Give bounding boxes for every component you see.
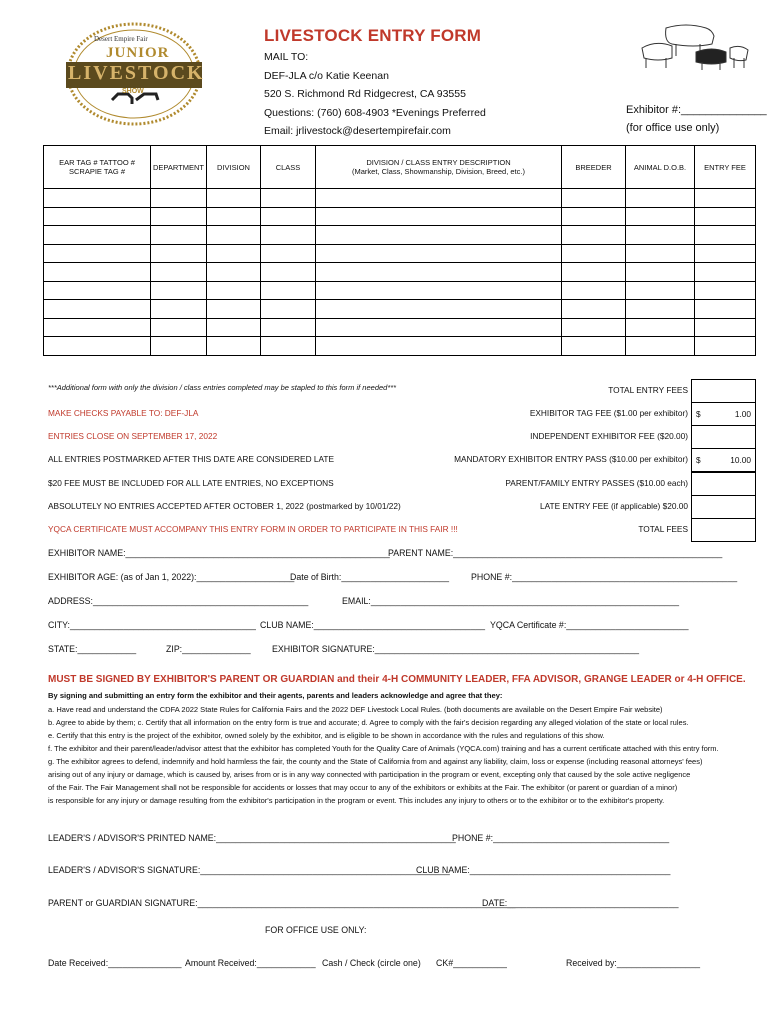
- entry-cell[interactable]: [207, 226, 261, 245]
- club-name-field[interactable]: CLUB NAME:___________________________________: [260, 620, 486, 630]
- table-header-cell: DIVISION / CLASS ENTRY DESCRIPTION (Market, Class, Showmanship, Division, Breed, etc.): [316, 146, 562, 189]
- table-row: [44, 207, 756, 226]
- table-header-cell: ENTRY FEE: [695, 146, 756, 189]
- entry-cell[interactable]: [151, 263, 207, 282]
- table-header-cell: DIVISION: [207, 146, 261, 189]
- entry-cell[interactable]: [626, 300, 695, 319]
- table-row: [44, 263, 756, 282]
- fee-label: EXHIBITOR TAG FEE ($1.00 per exhibitor): [529, 408, 688, 418]
- fee-amount-box[interactable]: [691, 472, 756, 496]
- fee-note-text: ABSOLUTELY NO ENTRIES ACCEPTED AFTER OCTOBER 1, 2022 (postmarked by 10/01/22): [48, 501, 401, 511]
- terms-line: a. Have read and understand the CDFA 2022 State Rules for California Fairs and the 2022 DEF Livestock Local Rules. (both documents are available on the Desert Empire Fair website): [48, 705, 663, 714]
- fee-amount-box[interactable]: [691, 448, 756, 472]
- dollar-sign: $: [696, 455, 701, 465]
- entry-cell[interactable]: [316, 300, 562, 319]
- entry-cell[interactable]: [562, 263, 626, 282]
- entry-cell[interactable]: [44, 207, 151, 226]
- entry-cell[interactable]: [695, 207, 756, 226]
- entry-cell[interactable]: [151, 337, 207, 356]
- fee-amount: 1.00: [734, 409, 751, 419]
- fee-label: LATE ENTRY FEE (if applicable) $20.00: [539, 501, 688, 511]
- entry-cell[interactable]: [695, 263, 756, 282]
- fee-note-text: MAKE CHECKS PAYABLE TO: DEF-JLA: [48, 408, 199, 418]
- additional-form-note: ***Additional form with only the division / class entries completed may be stapled to this form if needed***: [48, 383, 397, 392]
- mail-address-line2: 520 S. Richmond Rd Ridgecrest, CA 93555: [264, 88, 466, 100]
- entry-cell[interactable]: [562, 207, 626, 226]
- logo-livestock-text: LIVESTOCK: [68, 62, 205, 84]
- entry-cell[interactable]: [695, 318, 756, 337]
- entry-cell[interactable]: [261, 318, 316, 337]
- cash-check-option[interactable]: Cash / Check (circle one): [322, 958, 421, 968]
- entry-cell[interactable]: [626, 207, 695, 226]
- entry-cell[interactable]: [316, 244, 562, 263]
- terms-line: b. Agree to abide by them; c. Certify that all information on the entry form is true and accurate; d. Agree to comply with the fair's decision regarding any alleged violation of the state or local rules.: [48, 718, 689, 727]
- entry-cell[interactable]: [695, 337, 756, 356]
- terms-line: is responsible for any injury or damage resulting from the exhibitor's participation in the program or event. This includes any injury to others or to the exhibitor or to the exhibitor's property.: [48, 796, 665, 805]
- entry-table: [43, 145, 756, 356]
- entry-cell[interactable]: [626, 244, 695, 263]
- entry-cell[interactable]: [626, 263, 695, 282]
- exhibitor-age-field[interactable]: EXHIBITOR AGE: (as of Jan 1, 2022):____________________: [48, 572, 295, 582]
- entry-cell[interactable]: [261, 226, 316, 245]
- entry-cell[interactable]: [207, 244, 261, 263]
- questions-line: Questions: (760) 608-4903 *Evenings Preferred: [264, 106, 486, 119]
- entry-cell[interactable]: [626, 318, 695, 337]
- logo-junior-text: JUNIOR: [106, 45, 170, 61]
- signature-date-field[interactable]: DATE:___________________________________: [482, 898, 679, 908]
- mailing-block: [264, 48, 486, 141]
- entry-cell[interactable]: [151, 281, 207, 300]
- entry-cell[interactable]: [44, 226, 151, 245]
- leader-printed-name-field[interactable]: LEADER'S / ADVISOR'S PRINTED NAME:_________________________________________________: [48, 833, 456, 843]
- leader-club-name-field[interactable]: CLUB NAME:_________________________________________: [416, 865, 671, 875]
- terms-intro: By signing and submitting an entry form the exhibitor and their agents, parents and leaders acknowledge and agree that they:: [48, 691, 503, 700]
- entry-cell[interactable]: [207, 337, 261, 356]
- entry-cell[interactable]: [261, 189, 316, 208]
- fee-amount-box[interactable]: [691, 379, 756, 403]
- parent-signature-field[interactable]: PARENT or GUARDIAN SIGNATURE:_________________________________________________________________: [48, 898, 516, 908]
- table-row: [44, 244, 756, 263]
- fee-amount-box[interactable]: [691, 518, 756, 542]
- entry-cell[interactable]: [626, 226, 695, 245]
- terms-line: of the Fair. The Fair Management shall not be responsible for accidents or losses that may occur to any of the exhibitors or exhibits at the Fair. The exhibitor (or parent or guardian of a minor): [48, 783, 678, 792]
- entry-cell[interactable]: [261, 300, 316, 319]
- fee-note-text: ALL ENTRIES POSTMARKED AFTER THIS DATE ARE CONSIDERED LATE: [48, 454, 334, 464]
- zip-field[interactable]: ZIP:______________: [166, 644, 251, 654]
- table-row: [44, 189, 756, 208]
- table-header-cell: BREEDER: [562, 146, 626, 189]
- entry-cell[interactable]: [562, 337, 626, 356]
- exhibitor-signature-field[interactable]: EXHIBITOR SIGNATURE:______________________________________________________: [272, 644, 639, 654]
- fee-note-text: ENTRIES CLOSE ON SEPTEMBER 17, 2022: [48, 431, 218, 441]
- terms-line: g. The exhibitor agrees to defend, indemnify and hold harmless the fair, the county and the State of California from and against any liability, claim, loss or expense (including reasonal attorneys' fees): [48, 757, 703, 766]
- entry-cell[interactable]: [316, 281, 562, 300]
- date-received-field[interactable]: Date Received:_______________: [48, 958, 182, 968]
- dollar-sign: $: [696, 409, 701, 419]
- email-field[interactable]: EMAIL:_______________________________________________________________: [342, 596, 680, 606]
- received-by-field[interactable]: Received by:_________________: [566, 958, 701, 968]
- table-header-cell: CLASS: [261, 146, 316, 189]
- fee-note-text: YQCA CERTIFICATE MUST ACCOMPANY THIS ENTRY FORM IN ORDER TO PARTICIPATE IN THIS FAIR !!!: [48, 524, 458, 534]
- entry-cell[interactable]: [207, 318, 261, 337]
- entry-cell[interactable]: [626, 337, 695, 356]
- signature-requirement-heading: MUST BE SIGNED BY EXHIBITOR'S PARENT OR GUARDIAN and their 4-H COMMUNITY LEADER, FFA ADVISOR, GRANGE LEADER or 4-H OFFICE.: [48, 674, 746, 685]
- table-row: [44, 318, 756, 337]
- livestock-illustration: [636, 18, 756, 78]
- entry-cell[interactable]: [695, 244, 756, 263]
- check-number-field[interactable]: CK#___________: [436, 958, 507, 968]
- terms-line: e. Certify that this entry is the project of the exhibitor, owned solely by the exhibitor, and is eligible to be shown in accordance with the rules and regulations of this show.: [48, 731, 605, 740]
- table-row: [44, 281, 756, 300]
- office-use-note: (for office use only): [626, 122, 720, 134]
- fee-amount-box[interactable]: [691, 402, 756, 426]
- fee-amount: 10.00: [730, 455, 751, 465]
- leader-phone-field[interactable]: PHONE #:____________________________________: [452, 833, 670, 843]
- leader-signature-field[interactable]: LEADER'S / ADVISOR'S SIGNATURE:___________________________________________________: [48, 865, 450, 875]
- state-field[interactable]: STATE:____________: [48, 644, 137, 654]
- terms-line: arising out of any injury or damage, which is caused by, arises from or is in any way connected with participation in the program or event, excepting only that caused by the sole active negligence: [48, 770, 691, 779]
- entry-cell[interactable]: [695, 189, 756, 208]
- entry-cell[interactable]: [562, 226, 626, 245]
- fee-amount-box[interactable]: [691, 495, 756, 519]
- parent-name-field[interactable]: PARENT NAME:_______________________________________________________: [388, 548, 723, 558]
- entry-cell[interactable]: [151, 207, 207, 226]
- exhibitor-number-field[interactable]: Exhibitor #:______________: [626, 104, 767, 116]
- entry-cell[interactable]: [626, 281, 695, 300]
- table-header-cell: EAR TAG # TATTOO # SCRAPIE TAG #: [44, 146, 151, 189]
- entry-cell[interactable]: [695, 281, 756, 300]
- entry-cell[interactable]: [44, 244, 151, 263]
- address-field[interactable]: ADDRESS:____________________________________________: [48, 596, 309, 606]
- entry-cell[interactable]: [695, 300, 756, 319]
- form-title: LIVESTOCK ENTRY FORM: [264, 26, 482, 45]
- entry-cell[interactable]: [562, 300, 626, 319]
- table-row: [44, 337, 756, 356]
- phone-field[interactable]: PHONE #:______________________________________________: [471, 572, 738, 582]
- terms-list: [48, 703, 760, 807]
- entry-cell[interactable]: [207, 207, 261, 226]
- entry-cell[interactable]: [44, 337, 151, 356]
- fee-label: INDEPENDENT EXHIBITOR FEE ($20.00): [530, 431, 688, 441]
- entry-cell[interactable]: [151, 300, 207, 319]
- entry-cell[interactable]: [151, 244, 207, 263]
- entry-cell[interactable]: [261, 337, 316, 356]
- fee-label: TOTAL ENTRY FEES: [608, 385, 688, 395]
- entry-cell[interactable]: [44, 318, 151, 337]
- entry-cell[interactable]: [151, 226, 207, 245]
- entry-cell[interactable]: [44, 300, 151, 319]
- terms-line: f. The exhibitor and their parent/leader/advisor attest that the exhibitor has completed Youth for the Quality Care of Animals (YQCA.com) training and has a current certificate attached with this entry form.: [48, 744, 719, 753]
- entry-cell[interactable]: [316, 207, 562, 226]
- entry-cell[interactable]: [44, 281, 151, 300]
- entry-cell[interactable]: [44, 263, 151, 282]
- entry-cell[interactable]: [261, 207, 316, 226]
- yqca-certificate-field[interactable]: YQCA Certificate #:_________________________: [490, 620, 689, 630]
- date-of-birth-field[interactable]: Date of Birth:______________________: [290, 572, 449, 582]
- entry-cell[interactable]: [151, 189, 207, 208]
- mail-address-line1: DEF-JLA c/o Katie Keenan: [264, 69, 389, 82]
- fee-label: TOTAL FEES: [638, 524, 688, 534]
- table-header-cell: ANIMAL D.O.B.: [626, 146, 695, 189]
- table-header-cell: DEPARTMENT: [151, 146, 207, 189]
- entry-cell[interactable]: [562, 189, 626, 208]
- entry-cell[interactable]: [207, 189, 261, 208]
- entry-cell[interactable]: [151, 318, 207, 337]
- logo-show-text: SHOW: [122, 88, 144, 95]
- entry-cell[interactable]: [261, 263, 316, 282]
- table-row: [44, 300, 756, 319]
- logo-top-text: Desert Empire Fair: [94, 35, 148, 43]
- entry-cell[interactable]: [207, 263, 261, 282]
- entry-cell[interactable]: [562, 281, 626, 300]
- table-row: [44, 226, 756, 245]
- junior-livestock-show-logo: [64, 20, 204, 128]
- entry-cell[interactable]: [316, 189, 562, 208]
- entry-cell[interactable]: [207, 281, 261, 300]
- entry-cell[interactable]: [316, 337, 562, 356]
- entry-cell[interactable]: [562, 244, 626, 263]
- exhibitor-name-field[interactable]: EXHIBITOR NAME:______________________________________________________: [48, 548, 390, 558]
- entry-cell[interactable]: [261, 244, 316, 263]
- entry-cell[interactable]: [207, 300, 261, 319]
- entry-cell[interactable]: [316, 263, 562, 282]
- fee-note-text: $20 FEE MUST BE INCLUDED FOR ALL LATE ENTRIES, NO EXCEPTIONS: [48, 478, 334, 488]
- entry-cell[interactable]: [316, 226, 562, 245]
- email-line: Email: jrlivestock@desertempirefair.com: [264, 125, 451, 137]
- entry-cell[interactable]: [626, 189, 695, 208]
- entry-cell[interactable]: [44, 189, 151, 208]
- mail-to-label: MAIL TO:: [264, 51, 309, 63]
- entry-cell[interactable]: [316, 318, 562, 337]
- fee-amount-box[interactable]: [691, 425, 756, 449]
- fee-label: MANDATORY EXHIBITOR ENTRY PASS ($10.00 per exhibitor): [454, 454, 688, 464]
- amount-received-field[interactable]: Amount Received:____________: [185, 958, 316, 968]
- entry-cell[interactable]: [562, 318, 626, 337]
- office-use-label: FOR OFFICE USE ONLY:: [265, 925, 367, 935]
- city-field[interactable]: CITY:______________________________________: [48, 620, 256, 630]
- fee-label: PARENT/FAMILY ENTRY PASSES ($10.00 each): [505, 478, 688, 488]
- entry-cell[interactable]: [261, 281, 316, 300]
- entry-cell[interactable]: [695, 226, 756, 245]
